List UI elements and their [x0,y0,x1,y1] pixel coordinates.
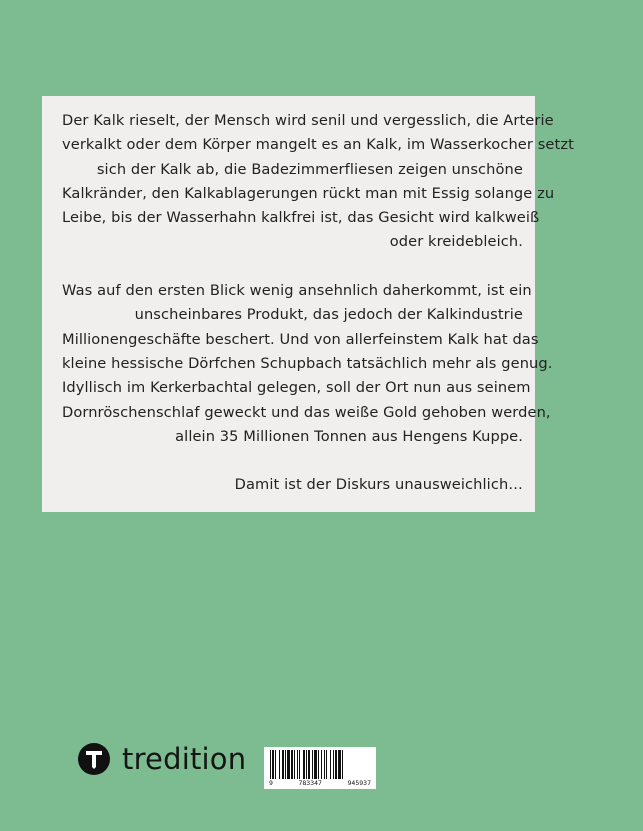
blurb-paragraph-3 [62,473,523,497]
text-line: kleine hessische Dörfchen Schupbach tatsächlich mehr als genug. [62,354,553,372]
text-line: Was auf den ersten Blick wenig ansehnlich daherkommt, ist ein [62,282,532,300]
text-line: Idyllisch im Kerkerbachtal gelegen, soll der Ort nun aus seinem [62,379,531,397]
text-line: unscheinbares Produkt, das jedoch der Kalkindustrie [134,306,523,324]
text-line: Dornröschenschlaf geweckt und das weiße Gold gehoben werden, [62,403,551,421]
barcode-bars [267,750,373,779]
isbn-digits-right: 945937 [347,779,371,787]
paragraph-spacer [62,255,523,279]
isbn-barcode [264,747,376,789]
isbn-digits [268,779,372,787]
text-line: sich der Kalk ab, die Badezimmerfliesen zeigen unschöne [96,160,523,178]
text-line: Damit ist der Diskurs unausweichlich… [234,476,523,494]
text-line: Leibe, bis der Wasserhahn kalkfrei ist, das Gesicht wird kalkweiß [62,209,540,227]
text-line: verkalkt oder dem Körper mangelt es an Kalk, im Wasserkocher setzt [62,136,574,154]
isbn-digits-left: 783347 [298,779,322,787]
blurb-panel [42,96,574,512]
blurb-paragraph-1 [62,109,574,255]
text-line: Kalkränder, den Kalkablagerungen rückt man mit Essig solange zu [62,184,555,202]
tredition-logo-icon [78,743,110,775]
text-line: allein 35 Millionen Tonnen aus Hengens Kuppe. [175,427,523,445]
text-line: oder kreidebleich. [389,233,523,251]
blurb-paragraph-2 [62,279,553,449]
text-line: Der Kalk rieselt, der Mensch wird senil und vergesslich, die Arterie [62,112,554,129]
paragraph-spacer [62,449,523,473]
isbn-digit-prefix: 9 [269,779,273,787]
text-line: Millionengeschäfte beschert. Und von allerfeinstem Kalk hat das [62,330,539,348]
publisher-logo [78,740,246,778]
publisher-name: tredition [122,742,247,776]
